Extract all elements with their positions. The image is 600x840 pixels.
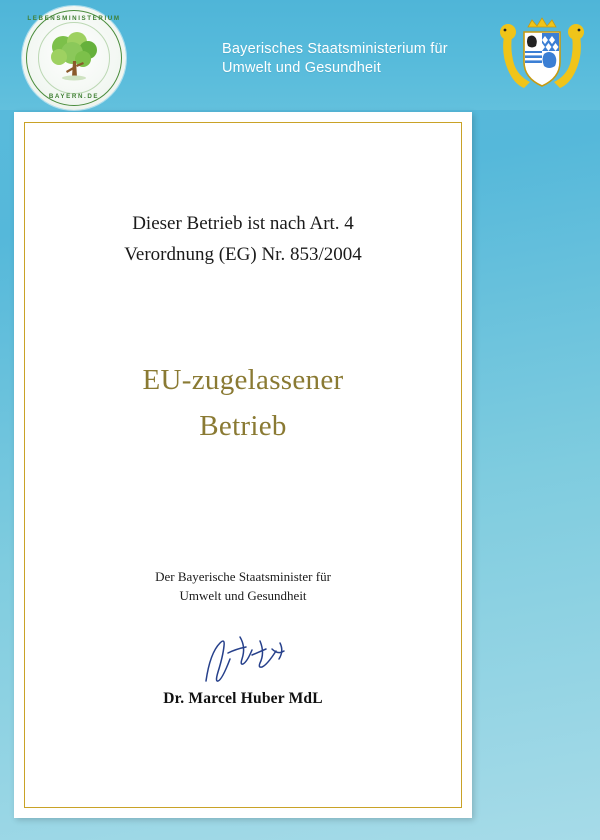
certificate-title-line-2: Betrieb: [199, 410, 287, 442]
certificate-title-line-1: EU-zugelassener: [142, 364, 344, 396]
ministry-seal: [22, 6, 126, 110]
signer-name: Dr. Marcel Huber MdL: [163, 690, 323, 707]
signer-role: [14, 567, 472, 605]
ministry-title-line-1: Bayerisches Staatsministerium für: [222, 41, 448, 57]
tree-icon: [45, 31, 103, 83]
certificate-sheet: [14, 112, 472, 818]
page-header: [0, 0, 600, 110]
certificate-title: [14, 357, 472, 449]
certificate-intro: [14, 208, 472, 270]
certificate-intro-line-1: Dieser Betrieb ist nach Art. 4: [132, 213, 354, 234]
seal-text-bottom: BAYERN.DE: [48, 93, 100, 100]
signer-role-line-2: Umwelt und Gesundheit: [179, 588, 307, 603]
ministry-title-line-2: Umwelt und Gesundheit: [222, 60, 381, 76]
ministry-title: [222, 40, 448, 78]
bavaria-coat-of-arms-icon: [498, 16, 586, 94]
seal-text-top: LEBENSMINISTERIUM: [27, 15, 121, 22]
signature-icon: [194, 627, 314, 687]
certificate-intro-line-2: Verordnung (EG) Nr. 853/2004: [124, 244, 362, 265]
signer-role-line-1: Der Bayerische Staatsminister für: [155, 569, 331, 584]
